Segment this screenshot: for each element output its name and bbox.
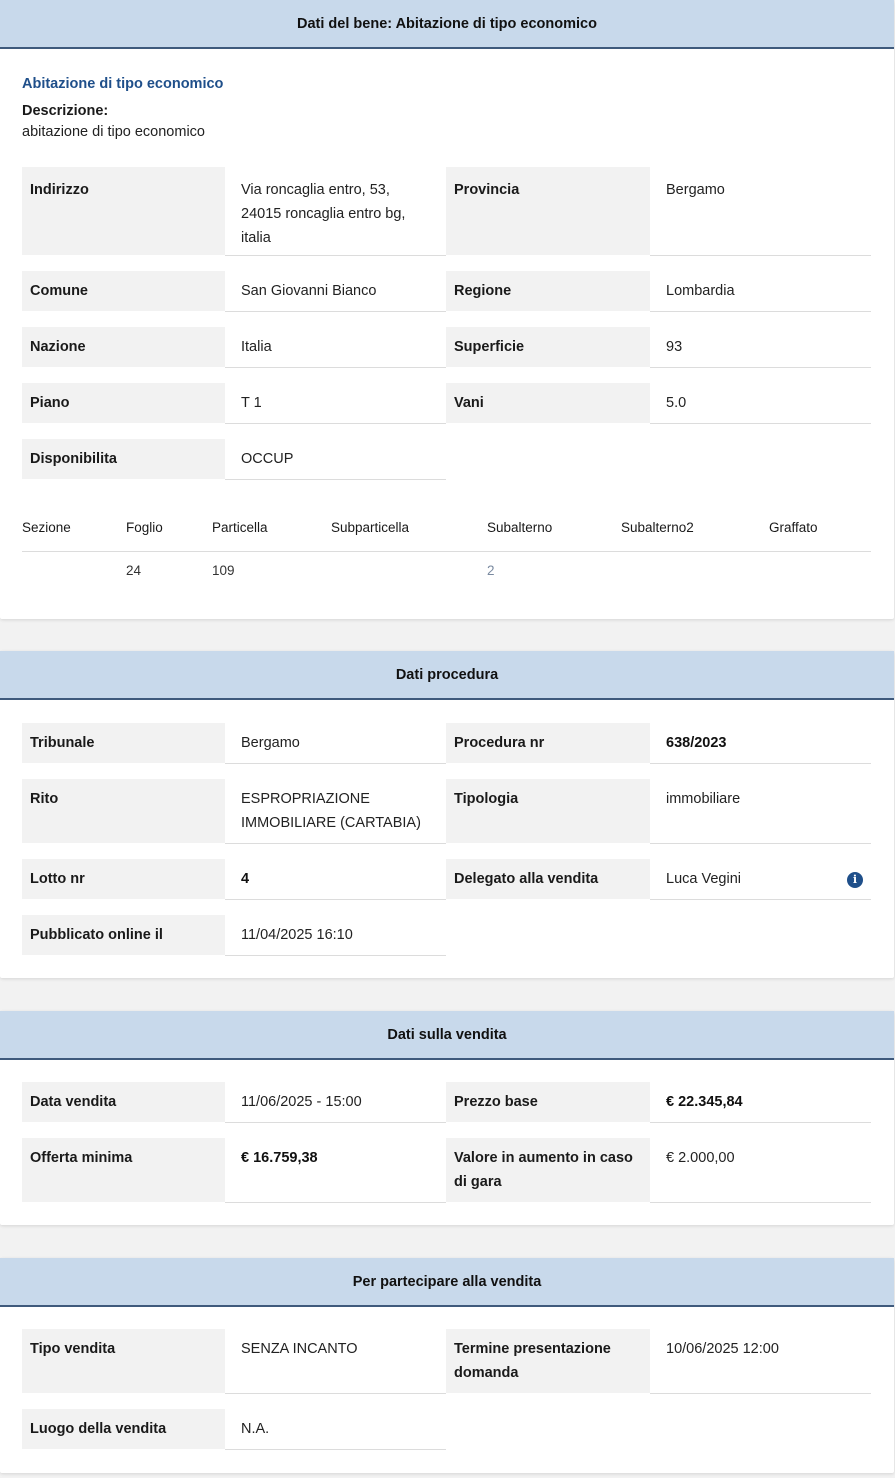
vani-value: 5.0 bbox=[666, 395, 687, 411]
row-divider bbox=[650, 763, 871, 764]
row-offerta bbox=[22, 1138, 871, 1203]
dati-vendita-title: Dati sulla vendita bbox=[387, 1026, 507, 1043]
row-divider bbox=[225, 367, 446, 368]
procedura-nr-label: Procedura nr bbox=[446, 723, 650, 763]
row-indirizzo bbox=[22, 167, 871, 256]
termine-label: Termine presentazione domanda bbox=[446, 1329, 650, 1393]
data-vendita-value: 11/06/2025 - 15:00 bbox=[241, 1094, 362, 1110]
row-divider bbox=[650, 423, 871, 424]
descrizione-text: abitazione di tipo economico bbox=[22, 124, 205, 140]
piano-value: T 1 bbox=[241, 395, 262, 411]
card-dati-procedura bbox=[0, 651, 894, 978]
row-divider bbox=[225, 255, 446, 256]
indirizzo-value: Via roncaglia entro, 53, 24015 roncaglia entro bg, italia bbox=[241, 182, 406, 246]
cadastre-header-graffato: Graffato bbox=[769, 520, 818, 535]
row-lotto bbox=[22, 859, 871, 900]
piano-label: Piano bbox=[22, 383, 225, 423]
row-piano bbox=[22, 383, 871, 424]
row-divider bbox=[225, 899, 446, 900]
row-tribunale bbox=[22, 723, 871, 764]
card-header-partecipare bbox=[0, 1258, 894, 1307]
row-disponibilita bbox=[22, 439, 871, 480]
regione-value: Lombardia bbox=[666, 283, 735, 299]
info-icon[interactable]: i bbox=[847, 872, 863, 888]
termine-value: 10/06/2025 12:00 bbox=[666, 1341, 779, 1357]
delegato-label: Delegato alla vendita bbox=[446, 859, 650, 899]
pubblicato-value: 11/04/2025 16:10 bbox=[241, 927, 353, 943]
cadastre-header-subalterno2: Subalterno2 bbox=[621, 520, 694, 535]
tipologia-label: Tipologia bbox=[446, 779, 650, 843]
row-divider bbox=[225, 1202, 446, 1203]
bene-subtitle: Abitazione di tipo economico bbox=[22, 76, 224, 92]
tribunale-label: Tribunale bbox=[22, 723, 225, 763]
comune-label: Comune bbox=[22, 271, 225, 311]
row-divider bbox=[225, 311, 446, 312]
regione-label: Regione bbox=[446, 271, 650, 311]
cadastre-header-subalterno: Subalterno bbox=[487, 520, 553, 535]
tipologia-value: immobiliare bbox=[666, 791, 741, 807]
dati-procedura-title: Dati procedura bbox=[395, 666, 499, 683]
nazione-label: Nazione bbox=[22, 327, 225, 367]
valore-aumento-value: € 2.000,00 bbox=[666, 1150, 735, 1166]
cadastre-header-particella: Particella bbox=[212, 520, 268, 535]
row-divider bbox=[225, 1122, 446, 1123]
row-divider bbox=[225, 843, 446, 844]
data-vendita-label: Data vendita bbox=[22, 1082, 225, 1122]
row-divider bbox=[225, 1393, 446, 1394]
superficie-value: 93 bbox=[666, 339, 683, 355]
card-header-dati-procedura bbox=[0, 651, 894, 700]
partecipare-fields-grid bbox=[22, 1329, 871, 1454]
valore-aumento-label: Valore in aumento in caso di gara bbox=[446, 1138, 650, 1202]
indirizzo-label: Indirizzo bbox=[22, 167, 225, 255]
card-body-dati-bene bbox=[0, 49, 894, 140]
row-pubblicato bbox=[22, 915, 871, 956]
offerta-minima-label: Offerta minima bbox=[22, 1138, 225, 1202]
card-dati-bene bbox=[0, 0, 894, 619]
delegato-value: Luca Vegini bbox=[666, 871, 741, 887]
tipo-vendita-value: SENZA INCANTO bbox=[241, 1341, 358, 1357]
tipo-vendita-label: Tipo vendita bbox=[22, 1329, 225, 1393]
row-divider bbox=[650, 311, 871, 312]
superficie-label: Superficie bbox=[446, 327, 650, 367]
row-divider bbox=[650, 1393, 871, 1394]
card-dati-vendita bbox=[0, 1011, 894, 1225]
cadastre-header-subparticella: Subparticella bbox=[331, 520, 410, 535]
cadastre-cell-subalterno: 2 bbox=[487, 563, 495, 578]
cadastre-header-row bbox=[22, 502, 871, 552]
luogo-label: Luogo della vendita bbox=[22, 1409, 225, 1449]
procedura-fields-grid bbox=[22, 723, 871, 958]
row-divider bbox=[650, 843, 871, 844]
row-luogo bbox=[22, 1409, 871, 1450]
prezzo-base-value: € 22.345,84 bbox=[666, 1094, 743, 1110]
row-divider bbox=[650, 899, 871, 900]
vani-label: Vani bbox=[446, 383, 650, 423]
row-tipo-vendita bbox=[22, 1329, 871, 1394]
cadastre-header-foglio: Foglio bbox=[126, 520, 163, 535]
offerta-minima-value: € 16.759,38 bbox=[241, 1150, 318, 1166]
rito-label: Rito bbox=[22, 779, 225, 843]
lotto-label: Lotto nr bbox=[22, 859, 225, 899]
row-comune bbox=[22, 271, 871, 312]
row-divider bbox=[650, 367, 871, 368]
dati-bene-title: Dati del bene: Abitazione di tipo economico bbox=[297, 15, 597, 32]
row-divider bbox=[650, 1202, 871, 1203]
bene-fields-grid bbox=[22, 167, 871, 482]
provincia-value: Bergamo bbox=[666, 182, 725, 198]
cadastre-header-sezione: Sezione bbox=[22, 520, 71, 535]
partecipare-title: Per partecipare alla vendita bbox=[352, 1273, 542, 1290]
nazione-value: Italia bbox=[241, 339, 272, 355]
luogo-value: N.A. bbox=[241, 1421, 270, 1437]
disponibilita-value: OCCUP bbox=[241, 451, 294, 467]
rito-value: ESPROPRIAZIONE IMMOBILIARE (CARTABIA) bbox=[241, 791, 421, 831]
cadastre-cell-foglio: 24 bbox=[126, 563, 142, 578]
row-data-vendita bbox=[22, 1082, 871, 1123]
lotto-value: 4 bbox=[241, 871, 250, 887]
card-header-dati-vendita bbox=[0, 1011, 894, 1060]
row-rito bbox=[22, 779, 871, 844]
prezzo-base-label: Prezzo base bbox=[446, 1082, 650, 1122]
card-header-dati-bene bbox=[0, 0, 894, 49]
row-divider bbox=[225, 479, 446, 480]
pubblicato-label: Pubblicato online il bbox=[22, 915, 225, 955]
cadastre-cell-particella: 109 bbox=[212, 563, 235, 578]
descrizione-label: Descrizione: bbox=[22, 103, 109, 119]
vendita-fields-grid bbox=[22, 1082, 871, 1207]
row-divider bbox=[225, 763, 446, 764]
provincia-label: Provincia bbox=[446, 167, 650, 255]
procedura-nr-value: 638/2023 bbox=[666, 735, 727, 751]
row-divider bbox=[225, 1449, 446, 1450]
cadastre-data-row bbox=[22, 552, 871, 592]
row-divider bbox=[225, 423, 446, 424]
comune-value: San Giovanni Bianco bbox=[241, 283, 377, 299]
disponibilita-label: Disponibilita bbox=[22, 439, 225, 479]
cadastre-table bbox=[22, 502, 871, 597]
row-divider bbox=[650, 1122, 871, 1123]
card-partecipare bbox=[0, 1258, 894, 1473]
row-nazione bbox=[22, 327, 871, 368]
tribunale-value: Bergamo bbox=[241, 735, 300, 751]
row-divider bbox=[650, 255, 871, 256]
row-divider bbox=[225, 955, 446, 956]
